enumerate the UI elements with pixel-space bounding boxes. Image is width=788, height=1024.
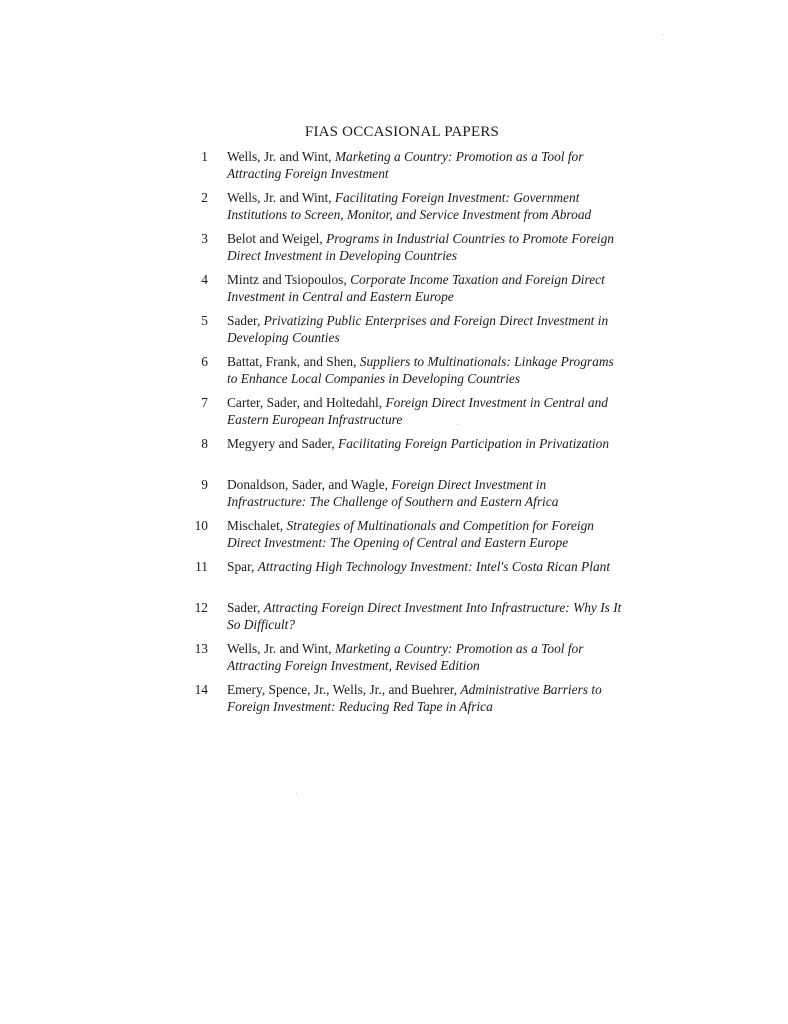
paper-title: Strategies of Multinationals and Competition for Foreign Direct Investment: The Opening of Central and Eastern Europe	[227, 518, 594, 550]
paper-citation	[227, 395, 625, 428]
paper-authors: Wells, Jr. and Wint,	[227, 149, 335, 164]
paper-authors: Wells, Jr. and Wint,	[227, 641, 335, 656]
list-item	[185, 477, 625, 518]
occasional-papers-list	[185, 149, 625, 723]
paper-title: Facilitating Foreign Participation in Privatization	[338, 436, 610, 451]
paper-citation	[227, 559, 625, 576]
paper-authors: Megyery and Sader,	[227, 436, 339, 451]
paper-number: 3	[201, 231, 208, 246]
paper-authors: Battat, Frank, and Shen,	[227, 354, 360, 369]
list-item	[185, 518, 625, 559]
paper-citation	[227, 518, 625, 551]
paper-title: Attracting High Technology Investment: Intel's Costa Rican Plant	[257, 559, 611, 574]
paper-citation	[227, 354, 625, 387]
paper-citation	[227, 477, 625, 510]
paper-citation	[227, 641, 625, 674]
paper-authors: Donaldson, Sader, and Wagle,	[227, 477, 392, 492]
paper-title: Marketing a Country: Promotion as a Tool for Attracting Foreign Investment, Revised Edition	[227, 641, 584, 673]
paper-citation	[227, 231, 625, 264]
paper-number: 11	[195, 559, 208, 574]
list-item	[185, 354, 625, 395]
paper-number: 2	[201, 190, 208, 205]
paper-title: Attracting Foreign Direct Investment Into Infrastructure: Why Is It So Difficult?	[227, 600, 622, 632]
paper-number: 7	[201, 395, 208, 410]
paper-title: Suppliers to Multinationals: Linkage Programs to Enhance Local Companies in Developing Countries	[227, 354, 614, 386]
list-item	[185, 190, 625, 231]
paper-number: 10	[194, 518, 208, 533]
scan-speck	[457, 424, 458, 425]
paper-number: 6	[201, 354, 208, 369]
paper-citation	[227, 436, 625, 453]
list-item	[185, 395, 625, 436]
paper-citation	[227, 149, 625, 182]
paper-authors: Emery, Spence, Jr., Wells, Jr., and Buehrer,	[227, 682, 461, 697]
list-item	[185, 149, 625, 190]
paper-title: Programs in Industrial Countries to Promote Foreign Direct Investment in Developing Countries	[227, 231, 614, 263]
paper-title: Foreign Direct Investment in Infrastructure: The Challenge of Southern and Eastern Africa	[227, 477, 559, 509]
paper-number: 8	[201, 436, 208, 451]
paper-number: 13	[194, 641, 208, 656]
list-item	[185, 436, 625, 477]
paper-title: Corporate Income Taxation and Foreign Direct Investment in Central and Eastern Europe	[227, 272, 605, 304]
list-item	[185, 641, 625, 682]
paper-authors: Mintz and Tsiopoulos,	[227, 272, 351, 287]
page-title: FIAS OCCASIONAL PAPERS	[304, 124, 500, 140]
paper-number: 1	[201, 149, 208, 164]
paper-authors: Wells, Jr. and Wint,	[227, 190, 335, 205]
paper-title: Facilitating Foreign Investment: Government Institutions to Screen, Monitor, and Service Investment from Abroad	[227, 190, 592, 222]
scan-speck	[296, 793, 297, 794]
list-item	[185, 272, 625, 313]
paper-title: Marketing a Country: Promotion as a Tool for Attracting Foreign Investment	[227, 149, 584, 181]
paper-authors: Belot and Weigel,	[227, 231, 327, 246]
paper-number: 9	[201, 477, 208, 492]
paper-authors: Mischalet,	[227, 518, 287, 533]
paper-citation	[227, 272, 625, 305]
paper-authors: Carter, Sader, and Holtedahl,	[227, 395, 386, 410]
paper-citation	[227, 190, 625, 223]
paper-authors: Spar,	[227, 559, 258, 574]
paper-authors: Sader,	[227, 313, 264, 328]
scan-speck	[662, 34, 663, 35]
paper-number: 4	[201, 272, 208, 287]
paper-number: 12	[194, 600, 208, 615]
list-item	[185, 313, 625, 354]
paper-title: Foreign Direct Investment in Central and Eastern European Infrastructure	[227, 395, 608, 427]
list-item	[185, 559, 625, 600]
paper-number: 5	[201, 313, 208, 328]
paper-citation	[227, 313, 625, 346]
paper-title: Privatizing Public Enterprises and Foreign Direct Investment in Developing Counties	[227, 313, 609, 345]
paper-citation	[227, 682, 625, 715]
list-item	[185, 231, 625, 272]
paper-number: 14	[194, 682, 208, 697]
list-item	[185, 600, 625, 641]
paper-title: Administrative Barriers to Foreign Investment: Reducing Red Tape in Africa	[227, 682, 602, 714]
paper-citation	[227, 600, 625, 633]
paper-authors: Sader,	[227, 600, 264, 615]
list-item	[185, 682, 625, 723]
